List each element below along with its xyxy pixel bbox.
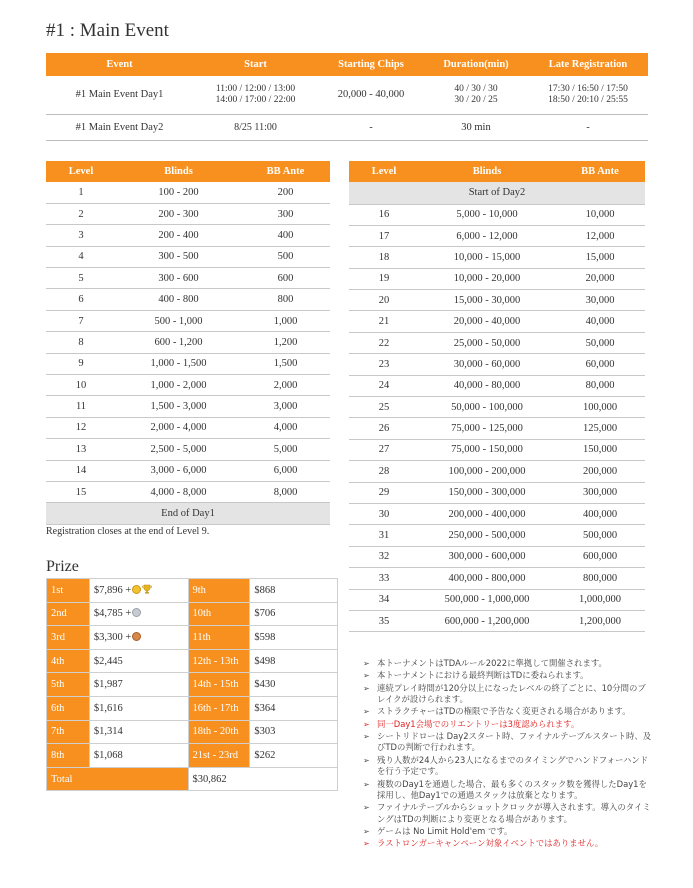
bb-ante-value: 40,000 — [555, 311, 645, 332]
level-row — [46, 182, 330, 203]
start-times: 8/25 11:00 — [193, 114, 318, 140]
event-schedule-table — [46, 53, 648, 141]
prize-place: 3rd — [47, 626, 90, 650]
level-number: 24 — [349, 375, 419, 396]
level-number: 35 — [349, 610, 419, 631]
level-number: 11 — [46, 396, 116, 417]
level-row — [46, 268, 330, 289]
note-text: 連続プレイ時間が120分以上になったレベルの終了ごとに、10分間のブレイクが設けられます。 — [377, 682, 646, 705]
level-row — [46, 203, 330, 224]
bb-ante-value: 400 — [241, 225, 330, 246]
prize-place: 2nd — [47, 602, 90, 626]
prize-amount: $868 — [250, 579, 338, 603]
header-event: Event — [106, 59, 133, 70]
trophy-icon — [142, 584, 152, 594]
event-name: #1 Main Event Day1 — [46, 76, 193, 114]
duration — [424, 76, 528, 114]
level-row — [46, 332, 330, 353]
blinds-value: 200 - 300 — [116, 203, 241, 224]
day1-structure-table — [46, 161, 330, 525]
arrow-bullet-icon: ➢ — [363, 671, 370, 681]
prize-amount — [89, 649, 188, 673]
level-number: 14 — [46, 460, 116, 481]
level-number: 26 — [349, 418, 419, 439]
level-row — [349, 610, 645, 631]
bb-ante-value: 6,000 — [241, 460, 330, 481]
bb-ante-value: 8,000 — [241, 481, 330, 502]
start-of-day2-row — [349, 182, 645, 204]
note-item — [363, 838, 653, 850]
prize-total-row — [47, 767, 338, 791]
note-item — [363, 826, 653, 838]
level-row — [349, 418, 645, 439]
duration-line: 40 / 30 / 30 — [454, 83, 498, 94]
note-text: 本トーナメントはTDAルール2022に準拠して開催されます。 — [377, 658, 607, 668]
prize-amount: $498 — [250, 649, 338, 673]
prize-row — [47, 579, 338, 603]
starting-chips: 20,000 - 40,000 — [318, 76, 424, 114]
level-number: 30 — [349, 503, 419, 524]
table-row — [46, 114, 648, 140]
level-number: 23 — [349, 354, 419, 375]
level-number: 16 — [349, 204, 419, 225]
blinds-value: 1,000 - 2,000 — [116, 375, 241, 396]
note-item — [363, 683, 653, 706]
note-item — [363, 719, 653, 731]
level-number: 2 — [46, 203, 116, 224]
prize-amount-text: $4,785 + — [93, 608, 132, 620]
level-row — [46, 439, 330, 460]
prize-amount-text: $3,300 + — [93, 631, 132, 643]
level-row — [349, 268, 645, 289]
arrow-bullet-icon: ➢ — [363, 779, 370, 789]
blinds-value: 500 - 1,000 — [116, 310, 241, 331]
event-name: #1 Main Event Day2 — [46, 114, 193, 140]
prize-amount — [89, 626, 188, 650]
level-row — [349, 397, 645, 418]
bb-ante-value: 300 — [241, 203, 330, 224]
blinds-value: 2,500 - 5,000 — [116, 439, 241, 460]
header-level: Level — [68, 166, 94, 177]
prize-amount-text: $1,616 — [93, 702, 123, 714]
blinds-value: 40,000 - 80,000 — [419, 375, 555, 396]
bb-ante-value: 1,200 — [241, 332, 330, 353]
level-table-header — [349, 161, 645, 182]
prize-row — [47, 649, 338, 673]
arrow-bullet-icon: ➢ — [363, 683, 370, 693]
late-registration: - — [528, 114, 648, 140]
blinds-value: 30,000 - 60,000 — [419, 354, 555, 375]
late-registration-line: 18:50 / 20:10 / 25:55 — [548, 94, 628, 105]
blinds-value: 3,000 - 6,000 — [116, 460, 241, 481]
bb-ante-value: 30,000 — [555, 290, 645, 311]
blinds-value: 600,000 - 1,200,000 — [419, 610, 555, 631]
blinds-value: 250,000 - 500,000 — [419, 525, 555, 546]
level-number: 34 — [349, 589, 419, 610]
level-row — [46, 353, 330, 374]
blinds-value: 400,000 - 800,000 — [419, 568, 555, 589]
bb-ante-value: 200 — [241, 182, 330, 203]
header-start: Start — [244, 59, 267, 70]
level-row — [46, 417, 330, 438]
blinds-value: 6,000 - 12,000 — [419, 225, 555, 246]
level-table-header — [46, 161, 330, 182]
duration: 30 min — [424, 114, 528, 140]
bb-ante-value: 80,000 — [555, 375, 645, 396]
level-row — [349, 439, 645, 460]
level-number: 13 — [46, 439, 116, 460]
level-row — [46, 396, 330, 417]
level-row — [349, 482, 645, 503]
bb-ante-value: 3,000 — [241, 396, 330, 417]
level-number: 31 — [349, 525, 419, 546]
header-late-registration: Late Registration — [548, 59, 628, 70]
header-bb-ante: BB Ante — [266, 166, 305, 177]
blinds-value: 10,000 - 20,000 — [419, 268, 555, 289]
blinds-value: 100 - 200 — [116, 182, 241, 203]
note-item — [363, 779, 653, 802]
note-text: 本トーナメントにおける最終判断はTDに委ねられます。 — [377, 670, 589, 681]
header-blinds: Blinds — [164, 166, 193, 177]
note-item — [363, 731, 653, 754]
level-number: 8 — [46, 332, 116, 353]
bb-ante-value: 60,000 — [555, 354, 645, 375]
blinds-value: 400 - 800 — [116, 289, 241, 310]
prize-amount — [89, 696, 188, 720]
table-row — [46, 76, 648, 114]
header-blinds: Blinds — [472, 166, 502, 177]
blinds-value: 300,000 - 600,000 — [419, 546, 555, 567]
note-text: ゲームは No Limit Hold'em です。 — [377, 826, 513, 837]
level-row — [349, 568, 645, 589]
bb-ante-value: 600 — [241, 268, 330, 289]
prize-place: 6th — [47, 696, 90, 720]
level-number: 17 — [349, 225, 419, 246]
level-row — [349, 375, 645, 396]
level-number: 7 — [46, 310, 116, 331]
prize-amount-text: $7,896 + — [93, 584, 132, 596]
arrow-bullet-icon: ➢ — [363, 731, 370, 741]
blinds-value: 200 - 400 — [116, 225, 241, 246]
header-level: Level — [371, 166, 397, 177]
prize-row — [47, 744, 338, 768]
level-number: 21 — [349, 311, 419, 332]
level-row — [349, 503, 645, 524]
bb-ante-value: 20,000 — [555, 268, 645, 289]
note-text: ラストロンガーキャンペーン対象イベントではありません。 — [377, 838, 604, 849]
prize-amount: $364 — [250, 696, 338, 720]
blinds-value: 500,000 - 1,000,000 — [419, 589, 555, 610]
bronze-medal-icon — [132, 632, 141, 641]
note-item — [363, 802, 653, 825]
arrow-bullet-icon: ➢ — [363, 803, 370, 813]
level-row — [349, 225, 645, 246]
event-table-header — [46, 53, 648, 76]
total-value: $30,862 — [188, 767, 337, 791]
bb-ante-value: 800,000 — [555, 568, 645, 589]
blinds-value: 75,000 - 150,000 — [419, 439, 555, 460]
prize-amount — [89, 720, 188, 744]
page-title: #1 : Main Event — [46, 20, 169, 41]
level-row — [349, 204, 645, 225]
blinds-value: 150,000 - 300,000 — [419, 482, 555, 503]
blinds-value: 1,500 - 3,000 — [116, 396, 241, 417]
bb-ante-value: 10,000 — [555, 204, 645, 225]
starting-chips: - — [318, 114, 424, 140]
bb-ante-value: 300,000 — [555, 482, 645, 503]
blinds-value: 5,000 - 10,000 — [419, 204, 555, 225]
level-row — [349, 354, 645, 375]
bb-ante-value: 100,000 — [555, 397, 645, 418]
prize-amount-text: $1,068 — [93, 749, 123, 761]
bb-ante-value: 5,000 — [241, 439, 330, 460]
blinds-value: 2,000 - 4,000 — [116, 417, 241, 438]
prize-amount — [89, 602, 188, 626]
start-times-line: 11:00 / 12:00 / 13:00 — [215, 83, 296, 94]
late-registration — [528, 76, 648, 114]
bb-ante-value: 12,000 — [555, 225, 645, 246]
arrow-bullet-icon: ➢ — [363, 707, 370, 717]
prize-place: 10th — [188, 602, 250, 626]
note-text: シートリドローは Day2スタート時、ファイナルテーブルスタート時、及びTDの判断で行われます。 — [377, 730, 652, 753]
prize-place: 9th — [188, 579, 250, 603]
arrow-bullet-icon: ➢ — [363, 827, 370, 837]
note-text: 残り人数が24人から23人になるまでのタイミングでハンドフォーハンドを行う予定です。 — [377, 754, 649, 777]
level-number: 6 — [46, 289, 116, 310]
prize-place: 21st - 23rd — [188, 744, 250, 768]
blinds-value: 1,000 - 1,500 — [116, 353, 241, 374]
level-row — [349, 525, 645, 546]
prize-amount: $262 — [250, 744, 338, 768]
day2-structure-table — [349, 161, 645, 632]
level-row — [46, 481, 330, 502]
bb-ante-value: 1,000,000 — [555, 589, 645, 610]
blinds-value: 15,000 - 30,000 — [419, 290, 555, 311]
level-number: 33 — [349, 568, 419, 589]
bb-ante-value: 4,000 — [241, 417, 330, 438]
prize-place: 16th - 17th — [188, 696, 250, 720]
bb-ante-value: 150,000 — [555, 439, 645, 460]
level-row — [46, 289, 330, 310]
prize-row — [47, 602, 338, 626]
start-times — [193, 76, 318, 114]
blinds-value: 75,000 - 125,000 — [419, 418, 555, 439]
note-item — [363, 755, 653, 778]
bb-ante-value: 125,000 — [555, 418, 645, 439]
end-of-day1-row — [46, 503, 330, 525]
registration-note: Registration closes at the end of Level 9. — [46, 526, 210, 537]
level-number: 32 — [349, 546, 419, 567]
level-number: 29 — [349, 482, 419, 503]
note-text: 複数のDay1を通過した場合、最も多くのスタック数を獲得したDay1を採用し、他Day1での通過スタックは放棄となります。 — [377, 778, 647, 801]
level-row — [46, 310, 330, 331]
note-item — [363, 670, 653, 682]
header-duration: Duration(min) — [443, 59, 509, 70]
prize-row — [47, 696, 338, 720]
level-number: 1 — [46, 182, 116, 203]
level-row — [349, 311, 645, 332]
prize-amount-text: $1,987 — [93, 679, 123, 691]
start-of-day2-label: Start of Day2 — [349, 182, 645, 204]
level-number: 9 — [46, 353, 116, 374]
level-number: 18 — [349, 247, 419, 268]
prize-place: 1st — [47, 579, 90, 603]
arrow-bullet-icon: ➢ — [363, 839, 370, 849]
prize-amount — [89, 579, 188, 603]
bb-ante-value: 15,000 — [555, 247, 645, 268]
duration-line: 30 / 20 / 25 — [454, 94, 498, 105]
level-row — [349, 589, 645, 610]
level-number: 3 — [46, 225, 116, 246]
bb-ante-value: 400,000 — [555, 503, 645, 524]
note-item — [363, 706, 653, 718]
prize-amount: $303 — [250, 720, 338, 744]
prize-place: 12th - 13th — [188, 649, 250, 673]
prize-row — [47, 626, 338, 650]
header-starting-chips: Starting Chips — [338, 59, 404, 70]
level-number: 25 — [349, 397, 419, 418]
blinds-value: 4,000 - 8,000 — [116, 481, 241, 502]
prize-place: 18th - 20th — [188, 720, 250, 744]
arrow-bullet-icon: ➢ — [363, 719, 370, 729]
prize-place: 7th — [47, 720, 90, 744]
level-number: 12 — [46, 417, 116, 438]
end-of-day1-label: End of Day1 — [46, 503, 330, 525]
level-number: 15 — [46, 481, 116, 502]
prize-place: 8th — [47, 744, 90, 768]
prize-amount: $430 — [250, 673, 338, 697]
late-registration-line: 17:30 / 16:50 / 17:50 — [548, 83, 628, 94]
header-bb-ante: BB Ante — [581, 166, 619, 177]
arrow-bullet-icon: ➢ — [363, 755, 370, 765]
bb-ante-value: 600,000 — [555, 546, 645, 567]
bb-ante-value: 800 — [241, 289, 330, 310]
level-row — [46, 375, 330, 396]
bb-ante-value: 500,000 — [555, 525, 645, 546]
prize-title: Prize — [46, 558, 79, 575]
note-text: ストラクチャーはTDの権限で予告なく変更される場合があります。 — [377, 706, 631, 717]
level-row — [349, 332, 645, 353]
level-number: 4 — [46, 246, 116, 267]
prize-place: 11th — [188, 626, 250, 650]
level-number: 27 — [349, 439, 419, 460]
level-number: 19 — [349, 268, 419, 289]
blinds-value: 200,000 - 400,000 — [419, 503, 555, 524]
prize-amount: $706 — [250, 602, 338, 626]
blinds-value: 25,000 - 50,000 — [419, 332, 555, 353]
level-number: 22 — [349, 332, 419, 353]
prize-row — [47, 720, 338, 744]
prize-row — [47, 673, 338, 697]
start-times-line: 14:00 / 17:00 / 22:00 — [215, 94, 296, 105]
level-number: 20 — [349, 290, 419, 311]
prize-amount-text: $2,445 — [93, 655, 123, 667]
note-item — [363, 658, 653, 670]
total-label: Total — [47, 767, 189, 791]
blinds-value: 100,000 - 200,000 — [419, 461, 555, 482]
blinds-value: 50,000 - 100,000 — [419, 397, 555, 418]
bb-ante-value: 2,000 — [241, 375, 330, 396]
level-row — [349, 546, 645, 567]
level-number: 5 — [46, 268, 116, 289]
bb-ante-value: 1,200,000 — [555, 610, 645, 631]
prize-amount: $598 — [250, 626, 338, 650]
level-row — [46, 460, 330, 481]
gold-medal-icon — [132, 585, 141, 594]
blinds-value: 300 - 500 — [116, 246, 241, 267]
level-row — [349, 461, 645, 482]
silver-medal-icon — [132, 608, 141, 617]
bb-ante-value: 500 — [241, 246, 330, 267]
blinds-value: 300 - 600 — [116, 268, 241, 289]
prize-place: 4th — [47, 649, 90, 673]
prize-amount — [89, 744, 188, 768]
prize-amount-text: $1,314 — [93, 726, 123, 738]
bb-ante-value: 1,500 — [241, 353, 330, 374]
bb-ante-value: 50,000 — [555, 332, 645, 353]
level-row — [46, 246, 330, 267]
blinds-value: 10,000 - 15,000 — [419, 247, 555, 268]
bb-ante-value: 1,000 — [241, 310, 330, 331]
prize-table — [46, 578, 338, 791]
arrow-bullet-icon: ➢ — [363, 659, 370, 668]
prize-place: 5th — [47, 673, 90, 697]
blinds-value: 20,000 - 40,000 — [419, 311, 555, 332]
prize-place: 14th - 15th — [188, 673, 250, 697]
level-row — [349, 247, 645, 268]
level-row — [349, 290, 645, 311]
note-text: ファイナルテーブルからショットクロックが導入されます。導入のタイミングはTDの判断により変更となる場合があります。 — [377, 802, 651, 824]
level-number: 28 — [349, 461, 419, 482]
blinds-value: 600 - 1,200 — [116, 332, 241, 353]
bb-ante-value: 200,000 — [555, 461, 645, 482]
notes-list — [363, 658, 653, 851]
prize-amount — [89, 673, 188, 697]
level-number: 10 — [46, 375, 116, 396]
level-row — [46, 225, 330, 246]
note-text: 同一Day1会場でのリエントリーは3度認められます。 — [377, 718, 580, 729]
